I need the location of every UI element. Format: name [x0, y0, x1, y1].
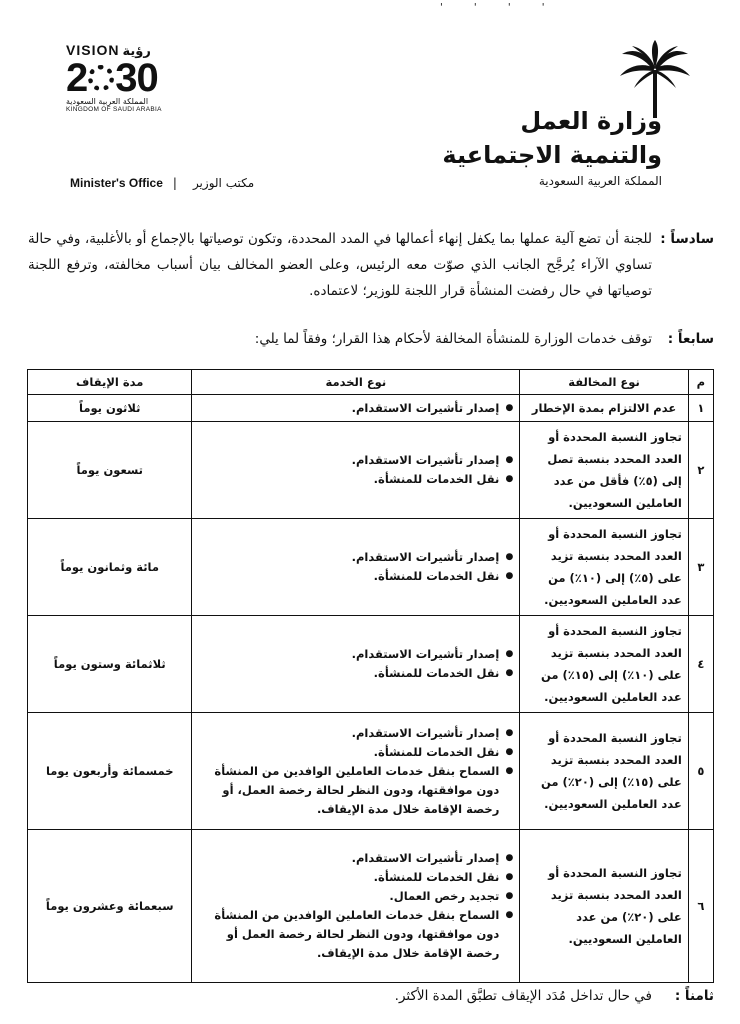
violation-type: تجاوز النسبة المحددة أو العدد المحدد بنسبة تزيد على (٢٠٪) من عدد العاملين السعوديين. — [520, 830, 688, 983]
service-item: ● إصدار تأشيرات الاستقدام. — [198, 645, 513, 664]
service-item: ● تجديد رخص العمال. — [198, 887, 513, 906]
service-item: ● نقل الخدمات للمنشأة. — [198, 470, 513, 489]
ministry-name-line2: والتنمية الاجتماعية — [442, 141, 662, 169]
suspension-duration: تسعون يوماً — [28, 422, 192, 519]
service-list-cell — [192, 519, 520, 616]
table-row — [28, 519, 714, 616]
service-item: ● السماح بنقل خدمات العاملين الوافدين من المنشأة دون موافقتها، ودون النظر لحالة رخصة العمل أو رخصة الإقامة خلال مدة الإيقاف. — [198, 906, 513, 963]
clause-number: سادساً : — [660, 231, 714, 247]
service-list-cell — [192, 422, 520, 519]
office-separator: | — [172, 176, 177, 190]
vision-year-last-digits: 30 — [115, 56, 158, 100]
service-item: ● نقل الخدمات للمنشأة. — [198, 868, 513, 887]
scan-marks: ' ' ' ' — [440, 2, 559, 13]
header-service-type: نوع الخدمة — [192, 370, 520, 395]
ministry-country: المملكة العربية السعودية — [538, 174, 662, 188]
office-ar: مكتب الوزير — [192, 176, 255, 190]
service-item: ● إصدار تأشيرات الاستقدام. — [198, 451, 513, 470]
clause-text: في حال تداخل مُدَد الإيقاف تطبَّق المدة الأكثر. — [394, 988, 652, 1004]
service-list-cell — [192, 713, 520, 830]
ministry-name-line1: وزارة العمل — [520, 107, 662, 135]
vision-ring-icon — [88, 65, 114, 91]
clause-text: توقف خدمات الوزارة للمنشأة المخالفة لأحكام هذا القرار؛ وفقاً لما يلي: — [254, 331, 652, 347]
suspension-duration: خمسمائة وأربعون يوما — [28, 713, 192, 830]
service-item: ● إصدار تأشيرات الاستقدام. — [198, 849, 513, 868]
row-number: ٣ — [688, 519, 713, 616]
service-item: ● إصدار تأشيرات الاستقدام. — [198, 399, 513, 418]
office-line — [70, 176, 254, 190]
suspension-duration: مائة وثمانون يوماً — [28, 519, 192, 616]
row-number: ٤ — [688, 616, 713, 713]
table-row — [28, 830, 714, 983]
vision-year-first-digit: 2 — [66, 56, 88, 100]
row-number: ٢ — [688, 422, 713, 519]
service-item: ● إصدار تأشيرات الاستقدام. — [198, 724, 513, 743]
ministry-name-block — [442, 104, 662, 190]
vision-kingdom-ar: المملكة العربية السعودية — [66, 97, 149, 106]
table-row — [28, 616, 714, 713]
header-suspension-duration: مدة الإيقاف — [28, 370, 192, 395]
clause-text: للجنة أن تضع آلية عملها بما يكفل إنهاء أعمالها في المدد المحددة، وتكون توصياتها بالإجماع أو بالأغلبية، وفي حالة تساوي الآراء يُرجَّح الجانب الذي صوّت معه الرئيس، وعلى العضو المخالف بيان أسباب مخالفته، وترفع اللجنة توصياتها في حال رفضت المنشأة قرار اللجنة للوزير؛ لاعتماده. — [28, 231, 652, 299]
vision-word: VISION — [66, 42, 120, 58]
service-item: ● إصدار تأشيرات الاستقدام. — [198, 548, 513, 567]
service-list-cell — [192, 616, 520, 713]
service-item: ● نقل الخدمات للمنشأة. — [198, 743, 513, 762]
violation-type: تجاوز النسبة المحددة أو العدد المحدد بنسبة تزيد على (١٥٪) إلى (٢٠٪) من عدد العاملين السعوديين. — [520, 713, 688, 830]
vision-year — [66, 56, 186, 100]
header-violation-type: نوع المخالفة — [520, 370, 688, 395]
service-list-cell — [192, 395, 520, 422]
service-item: ● السماح بنقل خدمات العاملين الوافدين من المنشأة دون موافقتها، ودون النظر لحالة رخصة العمل، أو رخصة الإقامة خلال مدة الإيقاف. — [198, 762, 513, 819]
table-row — [28, 422, 714, 519]
service-item: ● نقل الخدمات للمنشأة. — [198, 664, 513, 683]
clause-sixth — [28, 226, 714, 304]
clause-eighth — [28, 983, 714, 1009]
row-number: ١ — [688, 395, 713, 422]
violation-type: تجاوز النسبة المحددة أو العدد المحدد بنسبة تزيد على (١٠٪) إلى (١٥٪) من عدد العاملين السعوديين. — [520, 616, 688, 713]
suspension-duration: سبعمائة وعشرون يوماً — [28, 830, 192, 983]
suspension-duration: ثلاثون يوماً — [28, 395, 192, 422]
clause-number: سابعاً : — [667, 331, 714, 347]
service-item: ● نقل الخدمات للمنشأة. — [198, 567, 513, 586]
office-en: Minister's Office — [70, 176, 163, 190]
suspension-duration: ثلاثمائة وستون يوماً — [28, 616, 192, 713]
violation-type: تجاوز النسبة المحددة أو العدد المحدد بنسبة تزيد على (٥٪) إلى (١٠٪) من عدد العاملين السعوديين. — [520, 519, 688, 616]
violation-type: عدم الالتزام بمدة الإخطار — [520, 395, 688, 422]
header-num: م — [688, 370, 713, 395]
row-number: ٥ — [688, 713, 713, 830]
violations-table — [27, 369, 714, 983]
table-row — [28, 395, 714, 422]
clause-seventh — [28, 326, 714, 352]
vision-word-ar: رؤية — [122, 44, 151, 59]
clause-number: ثامناً : — [674, 988, 714, 1004]
table-row — [28, 713, 714, 830]
vision-kingdom-en: KINGDOM OF SAUDI ARABIA — [66, 106, 162, 113]
violation-type: تجاوز النسبة المحددة أو العدد المحدد بنسبة تصل إلى (٥٪) فأقل من عدد العاملين السعوديين. — [520, 422, 688, 519]
row-number: ٦ — [688, 830, 713, 983]
service-list-cell — [192, 830, 520, 983]
vision-2030-logo — [66, 42, 186, 113]
table-header-row — [28, 370, 714, 395]
